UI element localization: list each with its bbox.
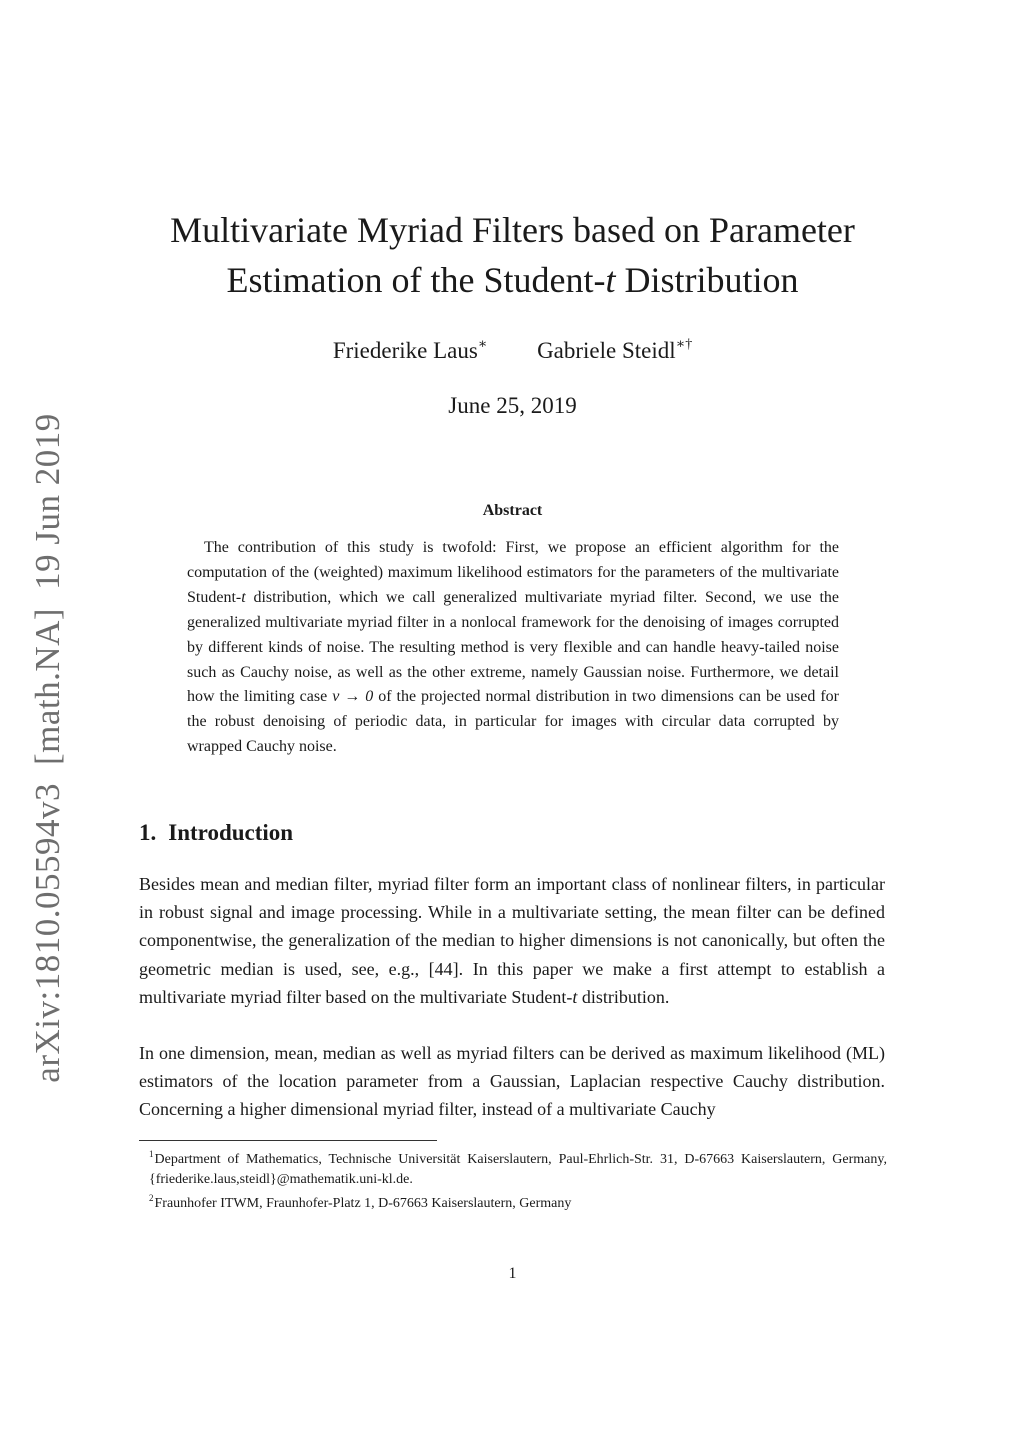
author-2-marks: ∗†: [675, 337, 693, 352]
math-nu-limit: ν → 0: [332, 688, 374, 706]
footnote-1: $^1$Department of Mathematics, Technische Universität Kaiserslautern, Paul-Ehrlich-Str. 31, D-67663 Kaiserslautern, Germany, {friederike.laus,steidl}@mathematik.uni-kl.de.: [149, 1149, 887, 1187]
footnotes: [139, 1145, 887, 1214]
title-line-1: Multivariate Myriad Filters based on Parameter: [170, 210, 855, 250]
author-1: Friederike Laus∗: [332, 337, 488, 363]
page-number: 1: [508, 1265, 517, 1282]
intro-paragraph-1: Besides mean and median filter, myriad filter form an important class of nonlinear filters, in particular in robust signal and image processing. While in a multivariate setting, the mean filter can be defined componentwise, the generalization of the median to higher dimensions is not canonically, but often the geometric median is used, see, e.g., [44]. In this paper we make a first attempt to establish a multivariate myriad filter based on the multivariate Student-t distribution.: [139, 874, 885, 1007]
author-1-marks: ∗: [477, 337, 488, 352]
author-2: Gabriele Steidl∗†: [537, 337, 693, 363]
paper-title: [140, 205, 885, 305]
intro-paragraph-2: In one dimension, mean, median as well as myriad filters can be derived as maximum likelihood (ML) estimators of the location parameter from a Gaussian, Laplacian respective Cauchy distribution. Concerning a higher dimensional myriad filter, instead of a multivariate Cauchy: [139, 1043, 885, 1120]
abstract-heading: Abstract: [482, 502, 543, 519]
arxiv-category: [math.NA]: [28, 607, 67, 766]
arxiv-id: arXiv:1810.05594v3: [28, 783, 67, 1083]
author-list: [140, 336, 885, 364]
section-heading-introduction: 1. Introduction: [139, 820, 294, 845]
abstract-text: The contribution of this study is twofold: First, we propose an efficient algorithm for the computation of the (weighted) maximum likelihood estimators for the parameters of the multivariate Student-t distribution, which we call generalized multivariate myriad filter. Second, we use the generalized multivariate myriad filter in a nonlocal framework for the denoising of images corrupted by different kinds of noise. The resulting method is very flexible and can handle heavy-tailed noise such as Cauchy noise, as well as the other extreme, namely Gaussian noise. Furthermore, we detail how the limiting case ν → 0 of the projected normal distribution in two dimensions can be used for the robust denoising of periodic data, in particular for images with circular data corrupted by wrapped Cauchy noise.: [187, 539, 839, 756]
footnote-2: $^2$Fraunhofer ITWM, Fraunhofer-Platz 1, D-67663 Kaiserslautern, Germany: [149, 1193, 572, 1211]
paper-date: June 25, 2019: [448, 393, 577, 418]
title-line-2: Estimation of the Student-t Distribution: [226, 260, 799, 300]
arxiv-identifier-stamp: [28, 413, 68, 1082]
footnote-divider: [139, 1140, 437, 1141]
arxiv-date: 19 Jun 2019: [28, 413, 67, 590]
